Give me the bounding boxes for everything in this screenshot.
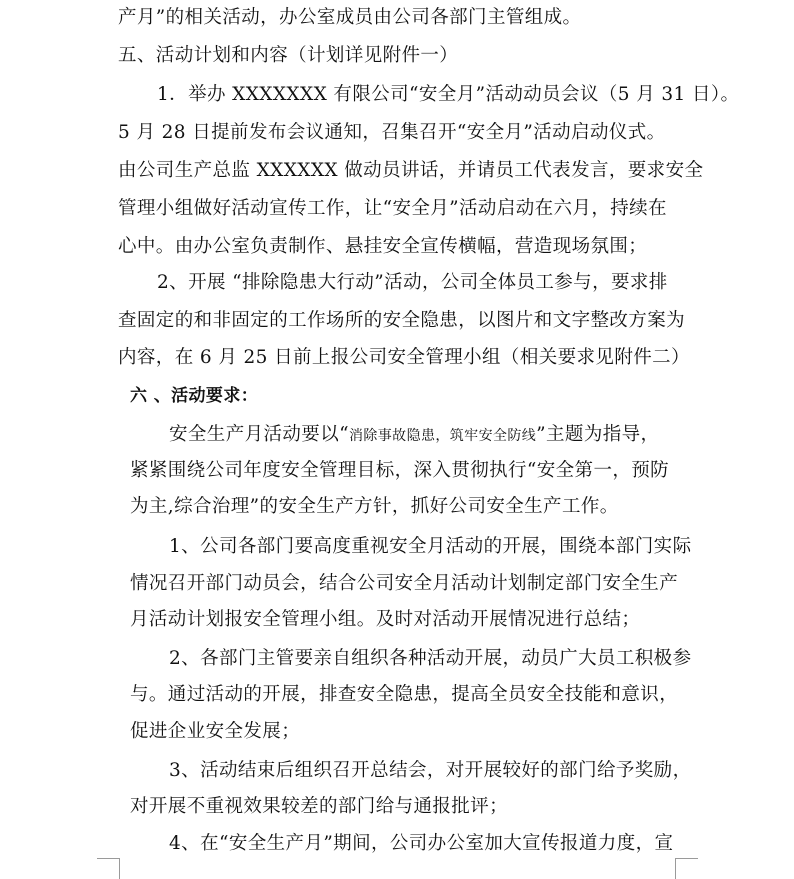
paragraph-line: 由公司生产总监 XXXXXX 做动员讲话，并请员工代表发言，要求安全 <box>118 160 704 181</box>
paragraph-line: 3、活动结束后组织召开总结会，对开展较好的部门给予奖励， <box>169 760 692 781</box>
paragraph-line: 对开展不重视效果较差的部门给与通报批评； <box>130 796 509 817</box>
paragraph-line: 2、开展 “排除隐患大行动”活动，公司全体员工参与，要求排 <box>157 272 668 293</box>
paragraph-line: 与。通过活动的开展，排查安全隐患，提高全员安全技能和意识， <box>130 684 679 705</box>
text-segment: ”主题为指导， <box>536 424 660 445</box>
paragraph-line: 促进企业安全发展； <box>130 721 301 742</box>
paragraph-line: 4、在“安全生产月”期间，公司办公室加大宣传报道力度，宣 <box>169 833 674 854</box>
paragraph-line: 查固定的和非固定的工作场所的安全隐患，以图片和文字整改方案为 <box>118 310 686 331</box>
paragraph-line: 内容，在 6 月 25 日前上报公司安全管理小组（相关要求见附件二） <box>118 347 690 368</box>
section-heading-6: 六 、活动要求： <box>130 386 259 406</box>
paragraph-line: 月活动计划报安全管理小组。及时对活动开展情况进行总结； <box>130 609 641 630</box>
paragraph-line: 产月”的相关活动，办公室成员由公司各部门主管组成。 <box>118 7 582 28</box>
page-margin-corner-left <box>97 858 120 879</box>
paragraph-line: 心中。由办公室负责制作、悬挂安全宣传横幅，营造现场氛围； <box>118 236 648 257</box>
page-margin-corner-right <box>675 858 698 879</box>
paragraph-line: 5 月 28 日提前发布会议通知，召集召开“安全月”活动启动仪式。 <box>118 122 666 143</box>
paragraph-line <box>169 423 659 448</box>
theme-slogan: 消除事故隐患，筑牢安全防线 <box>348 428 537 444</box>
paragraph-line: 管理小组做好活动宣传工作，让“安全月”活动启动在六月，持续在 <box>118 198 667 219</box>
paragraph-line: 为主,综合治理”的安全生产方针，抓好公司安全生产工作。 <box>130 496 619 517</box>
paragraph-line: 1．举办 XXXXXXX 有限公司“安全月”活动动员会议（5 月 31 日）。 <box>157 84 740 105</box>
paragraph-line: 情况召开部门动员会，结合公司安全月活动计划制定部门安全生产 <box>130 573 679 594</box>
text-segment: 安全生产月活动要以“ <box>169 424 349 445</box>
paragraph-line: 2、各部门主管要亲自组织各种活动开展，动员广大员工积极参 <box>169 648 692 669</box>
paragraph-line: 1、公司各部门要高度重视安全月活动的开展，围绕本部门实际 <box>169 536 692 557</box>
paragraph-line: 紧紧围绕公司年度安全管理目标，深入贯彻执行“安全第一，预防 <box>130 460 670 481</box>
section-heading-5: 五、活动计划和内容（计划详见附件一） <box>118 45 459 66</box>
